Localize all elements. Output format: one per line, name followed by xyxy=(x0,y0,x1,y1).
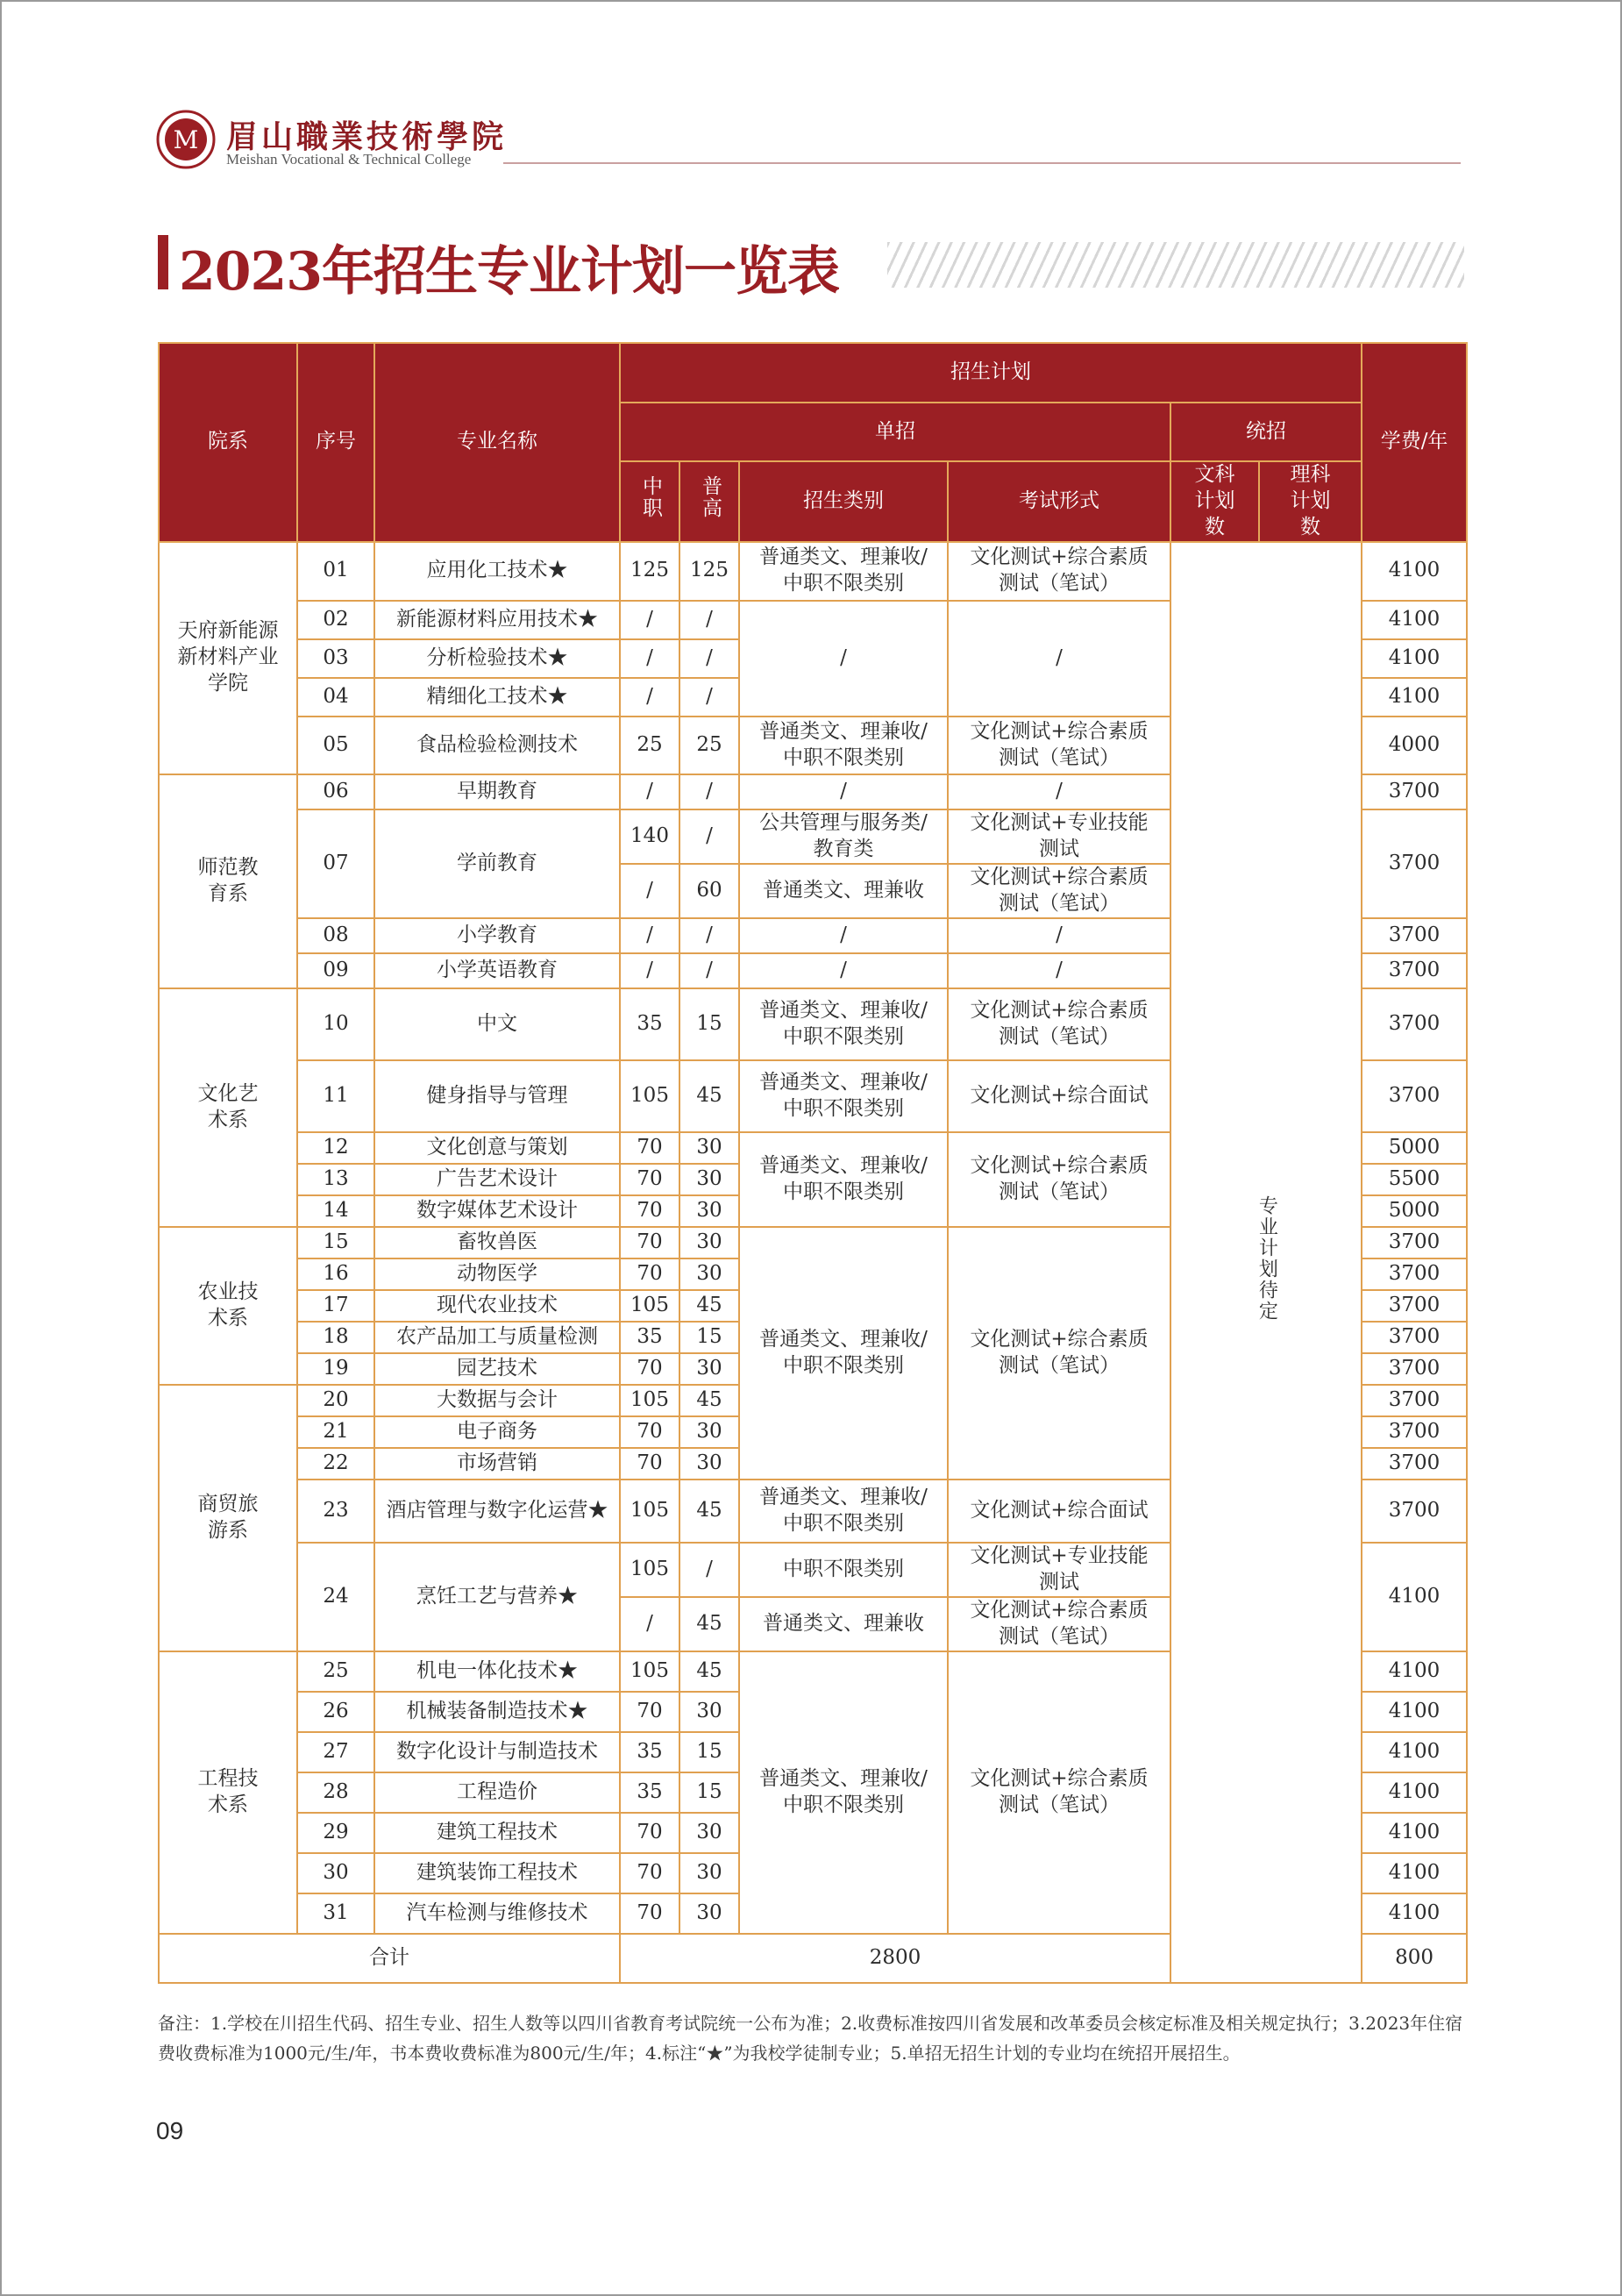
cell-exam: 文化测试+综合面试 xyxy=(948,1060,1170,1132)
cell-category: 普通类文、理兼收/中职不限类别 xyxy=(739,1227,948,1480)
cell-major: 文化创意与策划 xyxy=(374,1132,620,1164)
cell-pg: 45 xyxy=(679,1480,739,1543)
cell-category: 普通类文、理兼收/中职不限类别 xyxy=(739,1480,948,1543)
cell-pg: 30 xyxy=(679,1448,739,1480)
cell-pg: 15 xyxy=(679,1322,739,1353)
cell-no: 20 xyxy=(297,1385,374,1416)
cell-zz: 70 xyxy=(620,1227,679,1259)
cell-major: 学前教育 xyxy=(374,809,620,918)
cell-fee: 5500 xyxy=(1362,1164,1467,1195)
cell-no: 23 xyxy=(297,1480,374,1543)
cell-pg: 15 xyxy=(679,1772,739,1813)
cell-category: 普通类文、理兼收/中职不限类别 xyxy=(739,1060,948,1132)
cell-no: 27 xyxy=(297,1732,374,1772)
header-unified: 统招 xyxy=(1170,403,1362,461)
cell-major: 广告艺术设计 xyxy=(374,1164,620,1195)
cell-fee: 5000 xyxy=(1362,1195,1467,1227)
cell-major: 机械装备制造技术★ xyxy=(374,1692,620,1732)
cell-pg: 45 xyxy=(679,1651,739,1692)
cell-exam: 文化测试+专业技能测试 xyxy=(948,1543,1170,1597)
cell-fee: 4100 xyxy=(1362,542,1467,601)
cell-fee: 4100 xyxy=(1362,601,1467,639)
cell-pg: / xyxy=(679,809,739,864)
header-like: 理科计划数 xyxy=(1259,461,1362,542)
cell-major: 应用化工技术★ xyxy=(374,542,620,601)
cell-major: 数字化设计与制造技术 xyxy=(374,1732,620,1772)
cell-pg: / xyxy=(679,1543,739,1597)
dept-cell: 农业技术系 xyxy=(159,1227,297,1385)
cell-zz: / xyxy=(620,1597,679,1651)
college-seal-icon xyxy=(156,110,216,169)
cell-zz: 35 xyxy=(620,1772,679,1813)
cell-no: 24 xyxy=(297,1543,374,1651)
cell-major: 中文 xyxy=(374,988,620,1060)
cell-fee: 4100 xyxy=(1362,1732,1467,1772)
cell-major: 酒店管理与数字化运营★ xyxy=(374,1480,620,1543)
cell-zz: 70 xyxy=(620,1164,679,1195)
cell-fee: 3700 xyxy=(1362,774,1467,809)
cell-major: 动物医学 xyxy=(374,1259,620,1290)
cell-no: 29 xyxy=(297,1813,374,1853)
header-plan: 招生计划 xyxy=(620,343,1362,403)
cell-pg: 45 xyxy=(679,1597,739,1651)
cell-zz: 105 xyxy=(620,1543,679,1597)
cell-no: 26 xyxy=(297,1692,374,1732)
cell-major: 健身指导与管理 xyxy=(374,1060,620,1132)
cell-zz: 70 xyxy=(620,1416,679,1448)
cell-pg: / xyxy=(679,678,739,717)
cell-exam: 文化测试+综合素质测试（笔试） xyxy=(948,864,1170,918)
cell-fee: 4100 xyxy=(1362,1813,1467,1853)
cell-exam: 文化测试+综合素质测试（笔试） xyxy=(948,1132,1170,1227)
header-fee: 学费/年 xyxy=(1362,343,1467,542)
cell-pg: / xyxy=(679,774,739,809)
school-name-cn: 眉山職業技術學院 xyxy=(226,118,508,155)
cell-major: 汽车检测与维修技术 xyxy=(374,1893,620,1934)
unified-plan-cell: 专业计划待定 xyxy=(1170,542,1362,1983)
cell-no: 04 xyxy=(297,678,374,717)
cell-major: 小学教育 xyxy=(374,918,620,953)
cell-exam: / xyxy=(948,601,1170,717)
cell-zz: 125 xyxy=(620,542,679,601)
cell-pg: 45 xyxy=(679,1385,739,1416)
cell-fee: 3700 xyxy=(1362,1290,1467,1322)
cell-fee: 3700 xyxy=(1362,1480,1467,1543)
cell-zz: 105 xyxy=(620,1651,679,1692)
cell-zz: 70 xyxy=(620,1132,679,1164)
cell-major: 畜牧兽医 xyxy=(374,1227,620,1259)
cell-major: 烹饪工艺与营养★ xyxy=(374,1543,620,1651)
cell-zz: 35 xyxy=(620,988,679,1060)
cell-fee: 3700 xyxy=(1362,1227,1467,1259)
cell-no: 22 xyxy=(297,1448,374,1480)
cell-pg: 30 xyxy=(679,1853,739,1893)
cell-no: 17 xyxy=(297,1290,374,1322)
cell-exam: 文化测试+综合素质测试（笔试） xyxy=(948,1651,1170,1934)
cell-category: 普通类文、理兼收/中职不限类别 xyxy=(739,1651,948,1934)
total-single: 2800 xyxy=(620,1934,1170,1983)
cell-major: 小学英语教育 xyxy=(374,953,620,988)
cell-fee: 4100 xyxy=(1362,1692,1467,1732)
cell-fee: 3700 xyxy=(1362,1322,1467,1353)
cell-major: 现代农业技术 xyxy=(374,1290,620,1322)
cell-pg: / xyxy=(679,639,739,678)
header-divider xyxy=(503,162,1461,164)
total-unified: 800 xyxy=(1362,1934,1467,1983)
cell-fee: 3700 xyxy=(1362,1385,1467,1416)
dept-cell: 师范教育系 xyxy=(159,774,297,988)
cell-exam: 文化测试+综合素质测试（笔试） xyxy=(948,1597,1170,1651)
cell-zz: 70 xyxy=(620,1195,679,1227)
cell-major: 分析检验技术★ xyxy=(374,639,620,678)
header-pugao: 普高 xyxy=(679,461,739,542)
cell-zz: 70 xyxy=(620,1853,679,1893)
cell-major: 食品检验检测技术 xyxy=(374,717,620,774)
cell-major: 机电一体化技术★ xyxy=(374,1651,620,1692)
cell-no: 05 xyxy=(297,717,374,774)
header-major: 专业名称 xyxy=(374,343,620,542)
cell-fee: 4100 xyxy=(1362,1651,1467,1692)
header-dept: 院系 xyxy=(159,343,297,542)
cell-zz: 105 xyxy=(620,1060,679,1132)
cell-pg: / xyxy=(679,918,739,953)
cell-zz: 35 xyxy=(620,1322,679,1353)
cell-major: 数字媒体艺术设计 xyxy=(374,1195,620,1227)
cell-pg: 30 xyxy=(679,1164,739,1195)
dept-cell: 文化艺术系 xyxy=(159,988,297,1227)
page-title: 2023年招生专业计划一览表 xyxy=(179,241,839,303)
cell-fee: 3700 xyxy=(1362,988,1467,1060)
cell-zz: / xyxy=(620,601,679,639)
cell-fee: 3700 xyxy=(1362,1448,1467,1480)
cell-fee: 3700 xyxy=(1362,1259,1467,1290)
header-category: 招生类别 xyxy=(739,461,948,542)
cell-no: 16 xyxy=(297,1259,374,1290)
cell-exam: 文化测试+综合素质测试（笔试） xyxy=(948,988,1170,1060)
cell-zz: 70 xyxy=(620,1692,679,1732)
cell-major: 早期教育 xyxy=(374,774,620,809)
cell-zz: / xyxy=(620,953,679,988)
cell-major: 市场营销 xyxy=(374,1448,620,1480)
cell-pg: 15 xyxy=(679,1732,739,1772)
cell-category: / xyxy=(739,953,948,988)
cell-pg: 30 xyxy=(679,1416,739,1448)
cell-category: 普通类文、理兼收/中职不限类别 xyxy=(739,1132,948,1227)
cell-no: 02 xyxy=(297,601,374,639)
cell-fee: 3700 xyxy=(1362,1416,1467,1448)
cell-zz: / xyxy=(620,678,679,717)
cell-fee: 3700 xyxy=(1362,1060,1467,1132)
cell-category: 公共管理与服务类/教育类 xyxy=(739,809,948,864)
cell-zz: 70 xyxy=(620,1893,679,1934)
cell-no: 18 xyxy=(297,1322,374,1353)
cell-pg: 60 xyxy=(679,864,739,918)
cell-exam: 文化测试+综合面试 xyxy=(948,1480,1170,1543)
cell-no: 13 xyxy=(297,1164,374,1195)
cell-no: 06 xyxy=(297,774,374,809)
cell-no: 11 xyxy=(297,1060,374,1132)
cell-no: 14 xyxy=(297,1195,374,1227)
title-accent-bar xyxy=(158,235,168,289)
cell-major: 大数据与会计 xyxy=(374,1385,620,1416)
cell-pg: / xyxy=(679,601,739,639)
cell-zz: 140 xyxy=(620,809,679,864)
cell-fee: 4000 xyxy=(1362,717,1467,774)
cell-no: 19 xyxy=(297,1353,374,1385)
cell-zz: / xyxy=(620,774,679,809)
cell-no: 01 xyxy=(297,542,374,601)
school-name-en: Meishan Vocational & Technical College xyxy=(226,151,472,168)
cell-zz: / xyxy=(620,864,679,918)
cell-major: 农产品加工与质量检测 xyxy=(374,1322,620,1353)
cell-fee: 3700 xyxy=(1362,918,1467,953)
cell-exam: 文化测试+综合素质测试（笔试） xyxy=(948,542,1170,601)
cell-pg: 25 xyxy=(679,717,739,774)
cell-exam: 文化测试+综合素质测试（笔试） xyxy=(948,1227,1170,1480)
cell-major: 新能源材料应用技术★ xyxy=(374,601,620,639)
cell-no: 25 xyxy=(297,1651,374,1692)
cell-category: / xyxy=(739,918,948,953)
cell-no: 28 xyxy=(297,1772,374,1813)
cell-zz: / xyxy=(620,639,679,678)
header-wenke: 文科计划数 xyxy=(1170,461,1259,542)
cell-pg: 30 xyxy=(679,1259,739,1290)
cell-no: 21 xyxy=(297,1416,374,1448)
cell-zz: 105 xyxy=(620,1480,679,1543)
cell-fee: 3700 xyxy=(1362,809,1467,918)
cell-zz: 70 xyxy=(620,1813,679,1853)
cell-zz: 25 xyxy=(620,717,679,774)
cell-zz: 70 xyxy=(620,1259,679,1290)
cell-category: 普通类文、理兼收 xyxy=(739,864,948,918)
cell-exam: / xyxy=(948,918,1170,953)
cell-no: 10 xyxy=(297,988,374,1060)
cell-fee: 4100 xyxy=(1362,1543,1467,1651)
cell-no: 07 xyxy=(297,809,374,918)
cell-pg: 45 xyxy=(679,1060,739,1132)
cell-zz: / xyxy=(620,918,679,953)
cell-major: 园艺技术 xyxy=(374,1353,620,1385)
cell-category: / xyxy=(739,601,948,717)
header-single: 单招 xyxy=(620,403,1170,461)
cell-fee: 4100 xyxy=(1362,1853,1467,1893)
cell-fee: 3700 xyxy=(1362,953,1467,988)
title-hatch-decoration xyxy=(887,242,1464,288)
cell-category: 普通类文、理兼收/中职不限类别 xyxy=(739,717,948,774)
cell-zz: 35 xyxy=(620,1732,679,1772)
cell-pg: 30 xyxy=(679,1195,739,1227)
cell-exam: / xyxy=(948,953,1170,988)
cell-major: 精细化工技术★ xyxy=(374,678,620,717)
total-label: 合计 xyxy=(159,1934,620,1983)
cell-no: 03 xyxy=(297,639,374,678)
cell-fee: 5000 xyxy=(1362,1132,1467,1164)
cell-exam: / xyxy=(948,774,1170,809)
cell-pg: 45 xyxy=(679,1290,739,1322)
cell-pg: 30 xyxy=(679,1353,739,1385)
cell-major: 建筑装饰工程技术 xyxy=(374,1853,620,1893)
dept-cell: 工程技术系 xyxy=(159,1651,297,1934)
cell-pg: 30 xyxy=(679,1692,739,1732)
cell-category: 普通类文、理兼收 xyxy=(739,1597,948,1651)
cell-major: 工程造价 xyxy=(374,1772,620,1813)
cell-pg: 30 xyxy=(679,1227,739,1259)
footnote: 备注：1.学校在川招生代码、招生专业、招生人数等以四川省教育考试院统一公布为准；2.收费标准按四川省发展和改革委员会核定标准及相关规定执行；3.2023年住宿费收费标准为1000元/生/年，书本费收费标准为800元/生/年；4.标注“★”为我校学徒制专业；5.单招无招生计划的专业均在统招开展招生。 xyxy=(158,2013,1463,2064)
cell-no: 12 xyxy=(297,1132,374,1164)
cell-no: 08 xyxy=(297,918,374,953)
page-number: 09 xyxy=(156,2117,184,2144)
cell-pg: 30 xyxy=(679,1813,739,1853)
cell-pg: 30 xyxy=(679,1893,739,1934)
cell-fee: 4100 xyxy=(1362,639,1467,678)
enrollment-plan-table xyxy=(158,342,1468,1984)
cell-fee: 3700 xyxy=(1362,1353,1467,1385)
cell-no: 31 xyxy=(297,1893,374,1934)
cell-major: 电子商务 xyxy=(374,1416,620,1448)
cell-pg: 15 xyxy=(679,988,739,1060)
cell-pg: 125 xyxy=(679,542,739,601)
cell-zz: 105 xyxy=(620,1385,679,1416)
cell-exam: 文化测试+专业技能测试 xyxy=(948,809,1170,864)
cell-fee: 4100 xyxy=(1362,678,1467,717)
dept-cell: 天府新能源新材料产业学院 xyxy=(159,542,297,774)
cell-fee: 4100 xyxy=(1362,1893,1467,1934)
dept-cell: 商贸旅游系 xyxy=(159,1385,297,1651)
header-no: 序号 xyxy=(297,343,374,542)
cell-zz: 70 xyxy=(620,1448,679,1480)
cell-no: 09 xyxy=(297,953,374,988)
table-row xyxy=(159,542,1467,601)
cell-fee: 4100 xyxy=(1362,1772,1467,1813)
seal-letter: M xyxy=(173,125,199,154)
cell-pg: / xyxy=(679,953,739,988)
cell-no: 15 xyxy=(297,1227,374,1259)
cell-category: 中职不限类别 xyxy=(739,1543,948,1597)
header-exam: 考试形式 xyxy=(948,461,1170,542)
header-zhongzhi: 中职 xyxy=(620,461,679,542)
cell-category: 普通类文、理兼收/中职不限类别 xyxy=(739,988,948,1060)
cell-major: 建筑工程技术 xyxy=(374,1813,620,1853)
cell-exam: 文化测试+综合素质测试（笔试） xyxy=(948,717,1170,774)
cell-category: / xyxy=(739,774,948,809)
cell-category: 普通类文、理兼收/中职不限类别 xyxy=(739,542,948,601)
cell-zz: 70 xyxy=(620,1353,679,1385)
cell-no: 30 xyxy=(297,1853,374,1893)
cell-pg: 30 xyxy=(679,1132,739,1164)
cell-zz: 105 xyxy=(620,1290,679,1322)
